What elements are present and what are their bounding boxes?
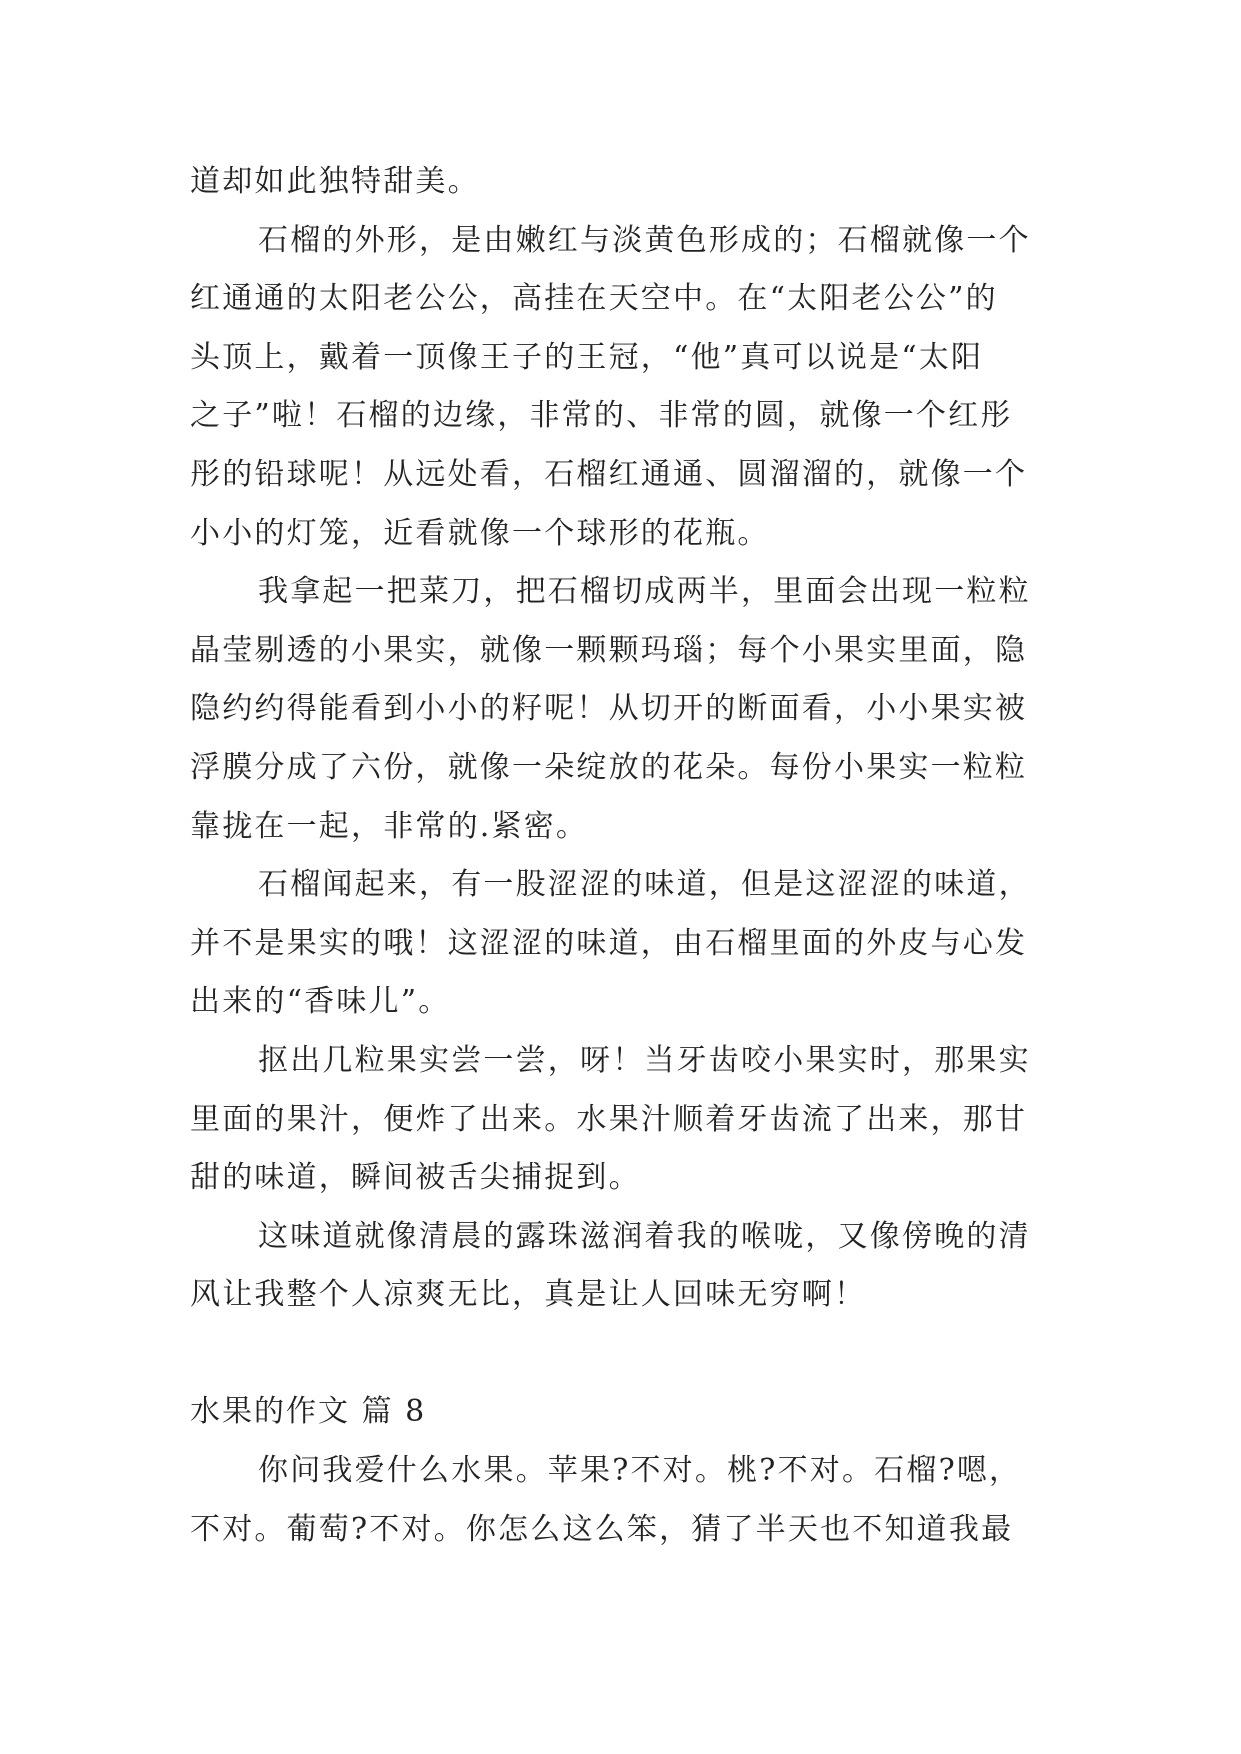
text-line: 小小的灯笼，近看就像一个球形的花瓶。 xyxy=(190,515,770,551)
paragraph-start-line: 你问我爱什么水果。苹果?不对。桃?不对。石榴?嗯， xyxy=(258,1453,1022,1489)
text-line: 风让我整个人凉爽无比，真是让人回味无穷啊！ xyxy=(190,1277,867,1313)
text-line: 头顶上，戴着一顶像王子的王冠，“他”真可以说是“太阳 xyxy=(190,339,984,375)
section-gap xyxy=(190,1325,1070,1384)
text-line: 晶莹剔透的小果实，就像一颗颗玛瑙；每个小果实里面，隐 xyxy=(190,632,1028,668)
text-line: 之子”啦！石榴的边缘，非常的、非常的圆，就像一个红彤 xyxy=(190,398,1013,434)
text-line: 彤的铅球呢！从远处看，石榴红通通、圆溜溜的，就像一个 xyxy=(190,456,1028,492)
text-line: 隐约约得能看到小小的籽呢！从切开的断面看，小小果实被 xyxy=(190,691,1028,727)
text-line: 靠拢在一起，非常的.紧密。 xyxy=(190,808,589,844)
paragraph-start-line: 石榴闻起来，有一股涩涩的味道，但是这涩涩的味道， xyxy=(258,867,1031,903)
text-line: 出来的“香味儿”。 xyxy=(190,984,451,1020)
paragraph-start-line: 石榴的外形，是由嫩红与淡黄色形成的；石榴就像一个 xyxy=(258,222,1031,258)
text-line: 不对。葡萄?不对。你怎么这么笨，猜了半天也不知道我最 xyxy=(190,1511,1014,1547)
text-line: 红通通的太阳老公公，高挂在天空中。在“太阳老公公”的 xyxy=(190,281,998,317)
section-heading: 水果的作文 篇 8 xyxy=(190,1394,427,1430)
text-line: 里面的果汁，便炸了出来。水果汁顺着牙齿流了出来，那甘 xyxy=(190,1101,1028,1137)
text-line: 道却如此独特甜美。 xyxy=(190,164,480,199)
paragraph-start-line: 这味道就像清晨的露珠滋润着我的喉咙，又像傍晚的清 xyxy=(258,1218,1031,1254)
essay-text xyxy=(190,153,1070,1559)
text-line: 甜的味道，瞬间被舌尖捕捉到。 xyxy=(190,1160,641,1196)
paragraph-start-line: 抠出几粒果实尝一尝，呀！当牙齿咬小果实时，那果实 xyxy=(258,1042,1031,1078)
paragraph-start-line: 我拿起一把菜刀，把石榴切成两半，里面会出现一粒粒 xyxy=(258,574,1031,610)
text-line: 浮膜分成了六份，就像一朵绽放的花朵。每份小果实一粒粒 xyxy=(190,749,1028,785)
text-line: 并不是果实的哦！这涩涩的味道，由石榴里面的外皮与心发 xyxy=(190,925,1028,961)
